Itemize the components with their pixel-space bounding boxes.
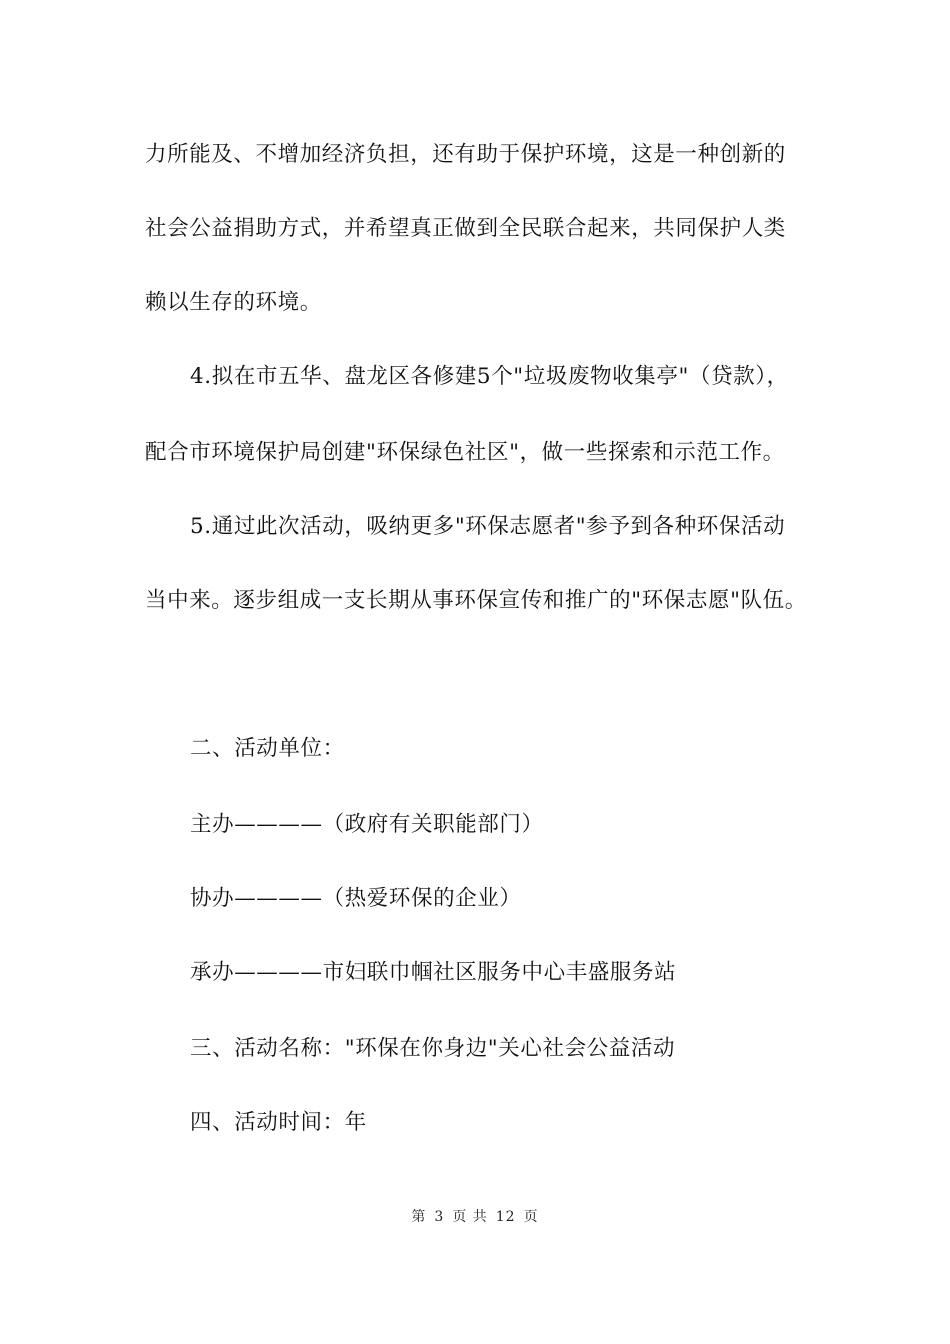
co-organizer-line: 协办————（热爱环保的企业） bbox=[190, 886, 522, 911]
footer-mid: 页 共 bbox=[452, 1209, 488, 1225]
section-heading-time: 四、活动时间：年 bbox=[190, 1110, 367, 1135]
organizer-line: 主办————（政府有关职能部门） bbox=[190, 812, 544, 837]
section-heading-name: 三、活动名称："环保在你身边"关心社会公益活动 bbox=[190, 1036, 676, 1061]
footer-suffix: 页 bbox=[523, 1209, 539, 1225]
paragraph-line-2: 社会公益捐助方式，并希望真正做到全民联合起来，共同保护人类 bbox=[145, 216, 786, 241]
undertaker-line: 承办————市妇联巾帼社区服务中心丰盛服务站 bbox=[190, 960, 677, 985]
paragraph-line-7: 当中来。逐步组成一支长期从事环保宣传和推广的"环保志愿"队伍。 bbox=[145, 588, 807, 613]
paragraph-line-3: 赖以生存的环境。 bbox=[145, 290, 322, 315]
paragraph-line-6: 5.通过此次活动，吸纳更多"环保志愿者"参予到各种环保活动 bbox=[190, 514, 786, 539]
paragraph-line-1: 力所能及、不增加经济负担，还有助于保护环境，这是一种创新的 bbox=[145, 142, 786, 167]
paragraph-line-4: 4.拟在市五华、盘龙区各修建5个"垃圾废物收集亭"（贷款）， bbox=[190, 364, 789, 389]
footer-prefix: 第 bbox=[411, 1209, 427, 1225]
paragraph-line-5: 配合市环境保护局创建"环保绿色社区"，做一些探索和示范工作。 bbox=[145, 440, 785, 465]
current-page-number: 3 bbox=[434, 1209, 445, 1225]
page-footer bbox=[0, 1207, 950, 1227]
section-heading-units: 二、活动单位： bbox=[190, 736, 345, 761]
total-pages-number: 12 bbox=[495, 1209, 516, 1225]
